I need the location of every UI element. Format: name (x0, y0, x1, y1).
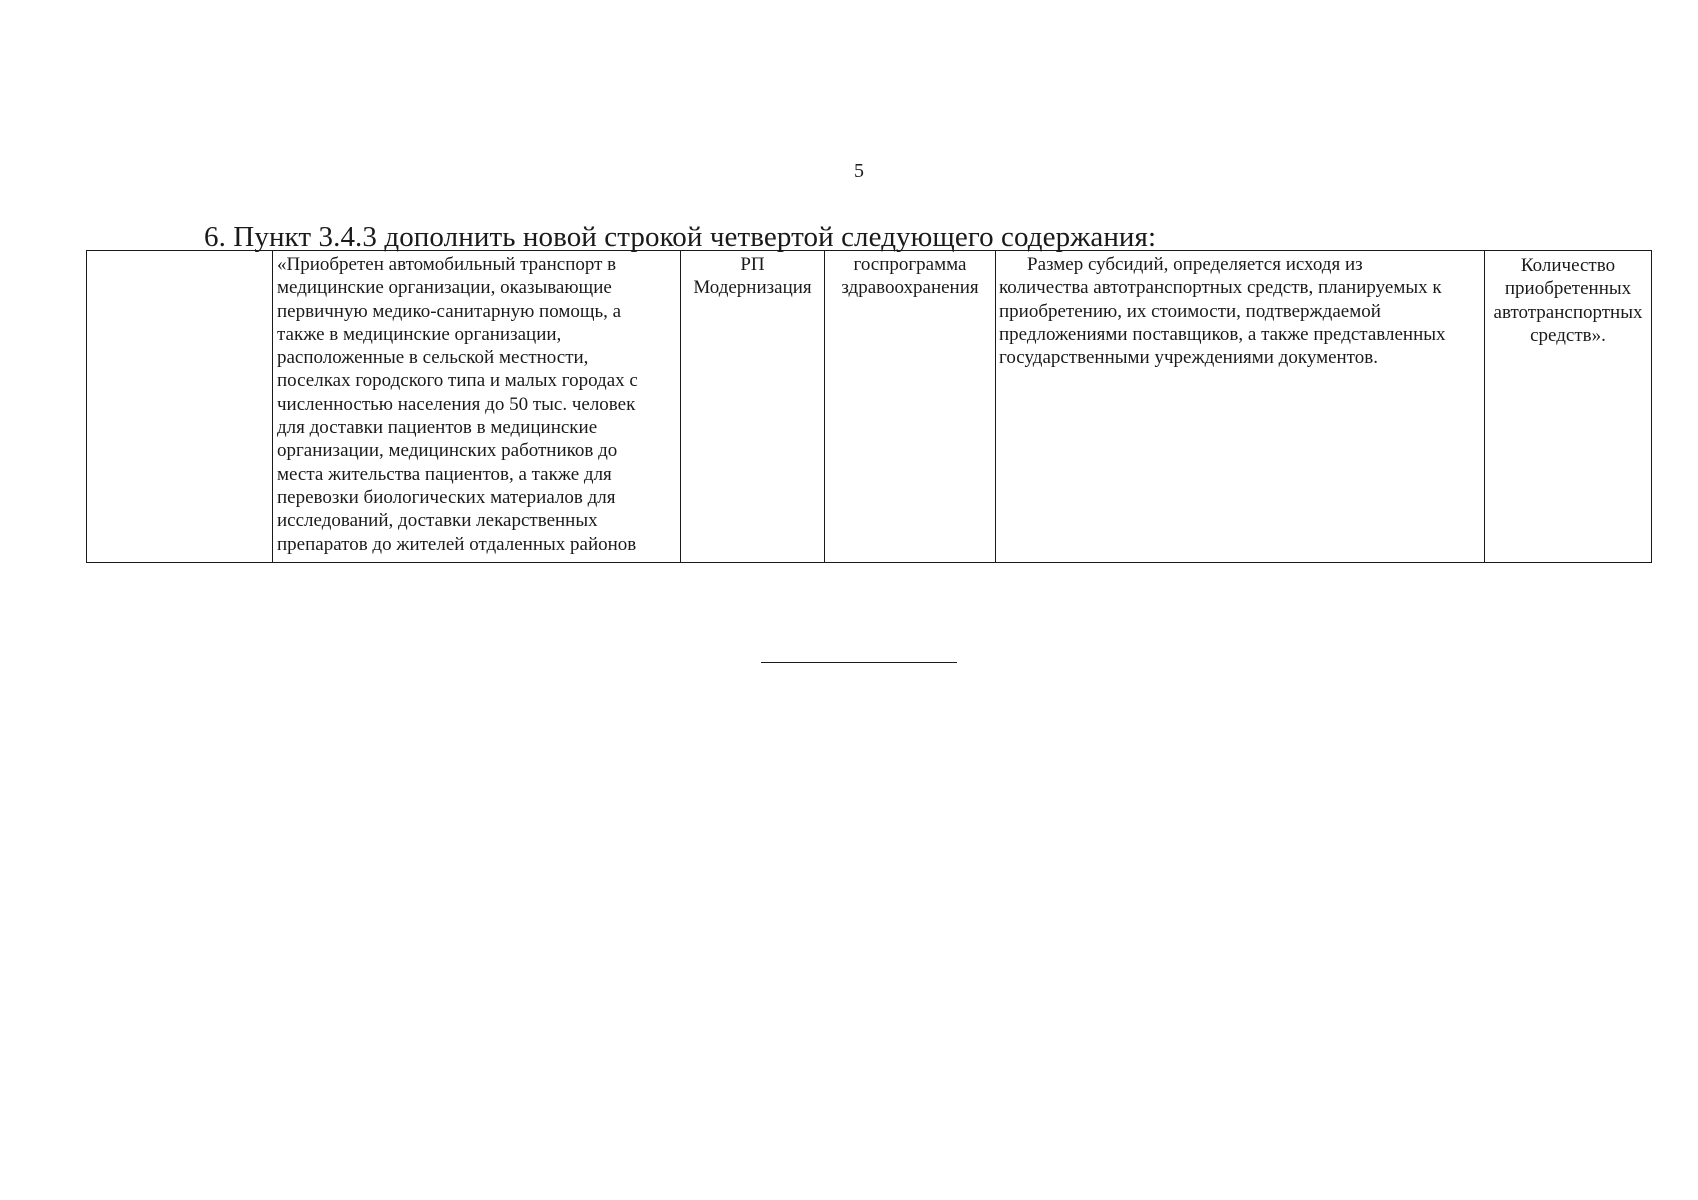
text-line: для доставки пациентов в медицинские (277, 417, 598, 439)
text-line: приобретению, их стоимости, подтверждаемой (999, 300, 1381, 322)
text-line: также в медицинские организации, (277, 323, 562, 345)
text-line: медицинские организации, оказывающие (277, 277, 612, 299)
page-number: 5 (854, 160, 864, 182)
cell-number (87, 251, 273, 563)
text-line: первичную медико-санитарную помощь, а (277, 300, 622, 322)
text-line: поселках городского типа и малых городах с (277, 370, 638, 392)
text-line: организации, медицинских работников до (277, 440, 618, 462)
text-line: автотранспортных (1493, 301, 1643, 323)
cell-result (1485, 251, 1652, 563)
cell-project (681, 251, 825, 563)
section-heading: 6. Пункт 3.4.3 дополнить новой строкой четвертой следующего содержания: (204, 221, 1157, 253)
end-rule (761, 662, 957, 663)
cell-program (825, 251, 996, 563)
text-line: Модернизация (693, 277, 812, 299)
text-line: «Приобретен автомобильный транспорт в (277, 254, 617, 275)
text-line: препаратов до жителей отдаленных районов (277, 533, 637, 555)
text-line: РП (740, 254, 765, 275)
cell-subsidy-description (996, 251, 1485, 563)
text-line: места жительства пациентов, а также для (277, 463, 612, 485)
text-line: предложениями поставщиков, а также представленных (999, 323, 1446, 345)
text-line: государственными учреждениями документов. (999, 347, 1378, 369)
text-line: приобретенных (1504, 278, 1632, 300)
table-row (87, 251, 1652, 563)
text-line: перевозки биологических материалов для (277, 486, 616, 508)
text-line: количества автотранспортных средств, планируемых к (999, 277, 1442, 299)
text-line: исследований, доставки лекарственных (277, 510, 598, 532)
text-line: госпрограмма (853, 254, 967, 275)
text-line: численностью населения до 50 тыс. человек (277, 393, 636, 415)
amendment-table (86, 250, 1652, 563)
text-line: Количество (1520, 255, 1616, 276)
text-line: средств». (1530, 324, 1606, 346)
cell-indicator (273, 251, 681, 563)
text-line: здравоохранения (841, 277, 979, 299)
text-line: Размер субсидий, определяется исходя из (1027, 254, 1363, 275)
text-line: расположенные в сельской местности, (277, 347, 589, 369)
